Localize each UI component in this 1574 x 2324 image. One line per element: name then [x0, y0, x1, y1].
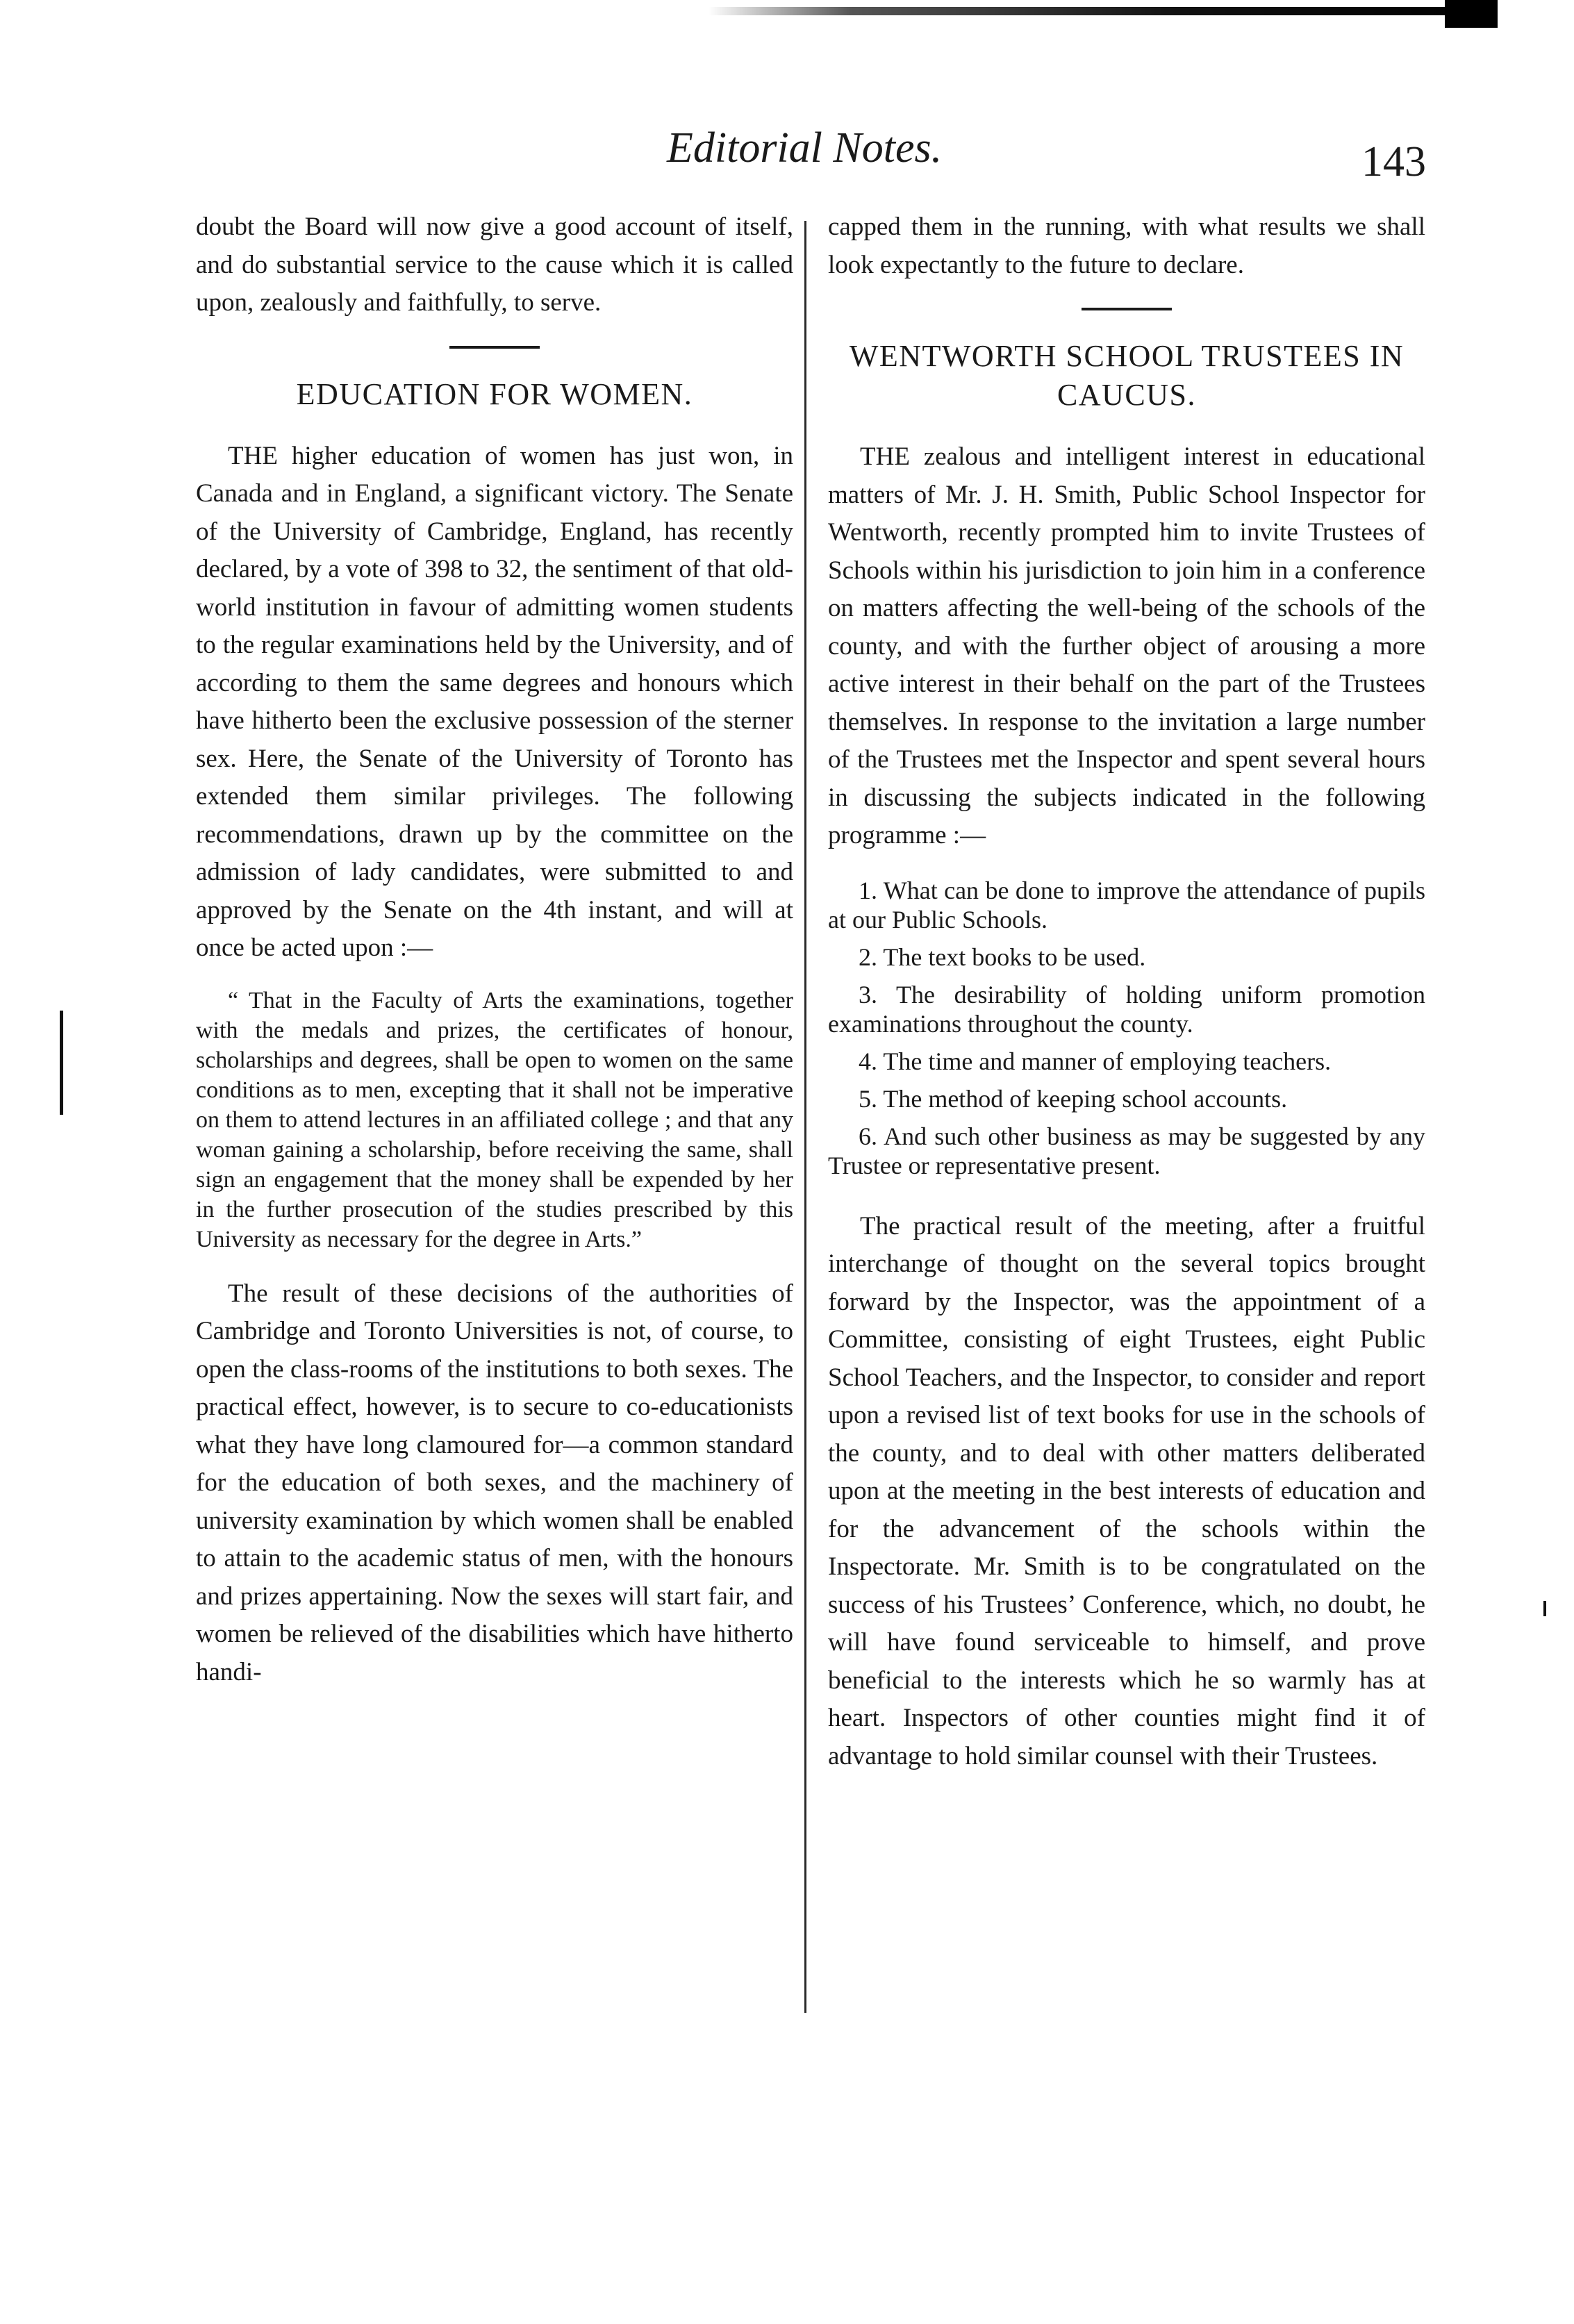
right-column	[828, 208, 1425, 1775]
column-divider	[804, 221, 806, 2013]
top-rule	[709, 7, 1498, 15]
left-column	[196, 208, 793, 1691]
top-rule-mark	[1445, 0, 1498, 28]
paragraph: THE zealous and intelligent interest in educational matters of Mr. J. H. Smith, Public School Inspector for Wentworth, recently prompted him to invite Trustees of Schools within his jurisdiction to join him in a conference on matters affecting the well-being of the schools of the county, and with the further object of arousing a more active interest in their behalf on the part of the Trustees themselves. In response to the invitation a large number of the Trustees met the Inspector and spent several hours in discussing the subjects indicated in the following programme :—	[828, 442, 1425, 849]
running-head: Editorial Notes.	[667, 124, 943, 172]
paragraph: THE higher education of women has just won, in Canada and in England, a significant victory. The Senate of the University of Cambridge, England, has recently declared, by a vote of 398 to 32, the sentiment of that old-world institution in favour of admitting women students to the regular examinations held by the University, and of according to them the same degrees and honours which have hitherto been the exclusive possession of the sterner sex. Here, the Senate of the University of Toronto has extended them similar privileges. The following recommendations, drawn up by the committee on the admission of lady candidates, were submitted to and approved by the Senate on the 4th instant, and will at once be acted upon :—	[196, 441, 793, 962]
list-item: 1. What can be done to improve the attendance of pupils at our Public Schools.	[828, 876, 1425, 933]
section-heading: EDUCATION FOR WOMEN.	[296, 376, 693, 411]
list-item: 2. The text books to be used.	[859, 943, 1146, 971]
paragraph: The practical result of the meeting, after a fruitful interchange of thought on the several topics brought forward by the Inspector, was the appointment of a Committee, consisting of eight Trustees, eight Public School Teachers, and the Inspector, to consider and report upon a revised list of text books for use in the schools of the county, and to deal with other matters deliberated upon at the meeting in the best interests of education and for the advancement of the schools within the Inspectorate. Mr. Smith is to be congratulated on the success of his Trustees’ Conference, which, no doubt, he will have found serviceable to himself, and prove beneficial to the interests which he so warmly has at heart. Inspectors of other counties might find it of advantage to hold similar counsel with their Trustees.	[828, 1211, 1425, 1770]
page-number: 143	[1361, 138, 1426, 185]
margin-mark	[1543, 1601, 1546, 1616]
paragraph: The result of these decisions of the authorities of Cambridge and Toronto Universities is not, of course, to open the class-rooms of the institutions to both sexes. The practical effect, however, is to secure to co-educationists what they have long clamoured for—a common standard for the education of both sexes, and the machinery of university examination by which women shall be enabled to attain to the academic status of men, with the honours and prizes appertaining. Now the sexes will start fair, and women be relieved of the disabilities which have hitherto handi-	[196, 1279, 793, 1686]
programme-list	[828, 876, 1425, 1180]
list-item: 4. The time and manner of employing teachers.	[859, 1047, 1332, 1075]
list-item: 6. And such other business as may be suggested by any Trustee or representative present.	[828, 1122, 1425, 1179]
section-rule	[1082, 308, 1172, 310]
section-rule	[449, 346, 540, 349]
list-item: 5. The method of keeping school accounts.	[859, 1084, 1288, 1113]
paragraph-continued: doubt the Board will now give a good account of itself, and do substantial service to the cause which it is called upon, zealously and faithfully, to serve.	[196, 213, 793, 317]
margin-mark	[60, 1011, 63, 1115]
list-item: 3. The desirability of holding uniform promotion examinations throughout the county.	[828, 980, 1425, 1038]
paragraph-continued: capped them in the running, with what results we shall look expectantly to the future to declare.	[828, 213, 1425, 279]
section-heading: WENTWORTH SCHOOL TRUSTEES IN CAUCUS.	[849, 339, 1405, 412]
block-quote: “ That in the Faculty of Arts the examinations, together with the medals and prizes, the certificates of honour, scholarships and degrees, shall be open to women on the same conditions as to men, excepting that it shall not be imperative on them to attend lectures in an affiliated college ; and that any woman gaining a scholarship, before receiving the same, shall sign an engagement that the money shall be expended by her in the further prosecution of the studies prescribed by this University as necessary for the degree in Arts.”	[196, 987, 793, 1252]
